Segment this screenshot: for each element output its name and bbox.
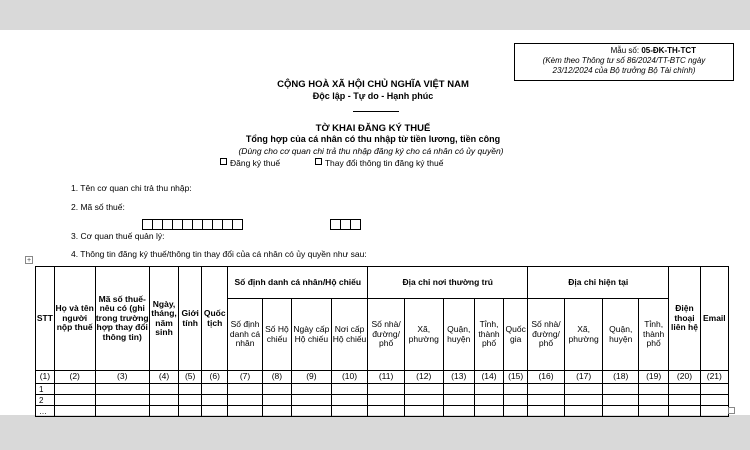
tax-code-suffix-boxes[interactable] [330, 219, 360, 230]
col-curr-province: Tỉnh, thành phố [639, 299, 669, 371]
col-name: Họ và tên người nộp thuế [54, 267, 95, 371]
col-number: (7) [228, 371, 262, 384]
col-number: (2) [54, 371, 95, 384]
col-number: (16) [528, 371, 565, 384]
col-number: (21) [700, 371, 728, 384]
col-number: (13) [443, 371, 474, 384]
tax-code-boxes[interactable] [142, 219, 242, 230]
col-perm-district: Quận, huyện [443, 299, 474, 371]
col-perm-ward: Xã, phường [404, 299, 443, 371]
document-page [0, 30, 750, 415]
change-checkbox[interactable] [315, 158, 322, 165]
form-code-box [514, 43, 734, 81]
col-number: (9) [292, 371, 332, 384]
col-issue-place: Nơi cấp Hộ chiếu [331, 299, 368, 371]
nation-heading: CỘNG HOÀ XÃ HỘI CHỦ NGHĨA VIỆT NAM [277, 79, 469, 90]
col-issue-date: Ngày cấp Hộ chiếu [292, 299, 332, 371]
tax-office-label: 3. Cơ quan thuế quản lý: [71, 231, 165, 241]
resize-handle-icon[interactable] [728, 407, 735, 414]
form-circular-line: (Kèm theo Thông tư số 86/2024/TT-BTC ngày [542, 56, 706, 65]
col-number: (20) [669, 371, 700, 384]
form-note: (Dùng cho cơ quan chi trả thu nhập đăng ký cho cá nhân có ủy quyền) [238, 146, 504, 156]
col-number: (3) [95, 371, 149, 384]
col-stt: STT [36, 267, 55, 371]
column-number-row [36, 371, 729, 384]
col-perm-street: Số nhà/ đường/ phố [368, 299, 405, 371]
table-row[interactable] [36, 395, 729, 406]
col-number: (6) [202, 371, 228, 384]
register-checkbox[interactable] [220, 158, 227, 165]
table-row[interactable] [36, 384, 729, 395]
form-subtitle: Tổng hợp của cá nhân có thu nhập từ tiền lương, tiền công [245, 134, 501, 144]
col-gender: Giới tính [179, 267, 202, 371]
col-nationality: Quốc tịch [202, 267, 228, 371]
form-circular-date: 23/12/2024 của Bộ trưởng Bộ Tài chính) [552, 66, 696, 75]
col-number: (17) [564, 371, 603, 384]
col-number: (1) [36, 371, 55, 384]
col-curr-ward: Xã, phường [564, 299, 603, 371]
registration-info-label: 4. Thông tin đăng ký thuế/thông tin thay đổi của cá nhân có ủy quyền như sau: [71, 249, 367, 259]
col-perm-province: Tỉnh, thành phố [474, 299, 503, 371]
col-passport: Số Hộ chiếu [262, 299, 291, 371]
form-title: TỜ KHAI ĐĂNG KÝ THUẾ [315, 123, 431, 134]
motto: Độc lập - Tự do - Hạnh phúc [312, 91, 434, 101]
col-number: (14) [474, 371, 503, 384]
col-number: (11) [368, 371, 405, 384]
col-number: (10) [331, 371, 368, 384]
change-label: Thay đổi thông tin đăng ký thuế [324, 158, 444, 168]
registration-type [220, 158, 443, 168]
col-perm-country: Quốc gia [504, 299, 528, 371]
col-phone: Điện thoại liên hệ [669, 267, 700, 371]
form-code-label: Mẫu số: [610, 46, 640, 55]
col-number: (19) [639, 371, 669, 384]
col-number: (15) [504, 371, 528, 384]
col-number: (18) [603, 371, 639, 384]
col-dob: Ngày, tháng, năm sinh [149, 267, 178, 371]
col-number: (4) [149, 371, 178, 384]
table-row[interactable] [36, 406, 729, 417]
col-number: (12) [404, 371, 443, 384]
group-current-address: Địa chỉ hiện tại [528, 267, 669, 299]
col-number: (5) [179, 371, 202, 384]
col-id-number: Số định danh cá nhân [228, 299, 262, 371]
row-number: 1 [36, 384, 55, 395]
tax-code-label: 2. Mã số thuế: [71, 202, 125, 212]
group-id: Số định danh cá nhân/Hộ chiếu [228, 267, 368, 299]
col-email: Email [700, 267, 728, 371]
table-move-handle-icon[interactable]: + [26, 257, 32, 264]
motto-underline [353, 111, 399, 112]
col-number: (8) [262, 371, 291, 384]
col-curr-district: Quận, huyện [603, 299, 639, 371]
form-code: 05-ĐK-TH-TCT [641, 46, 696, 55]
payer-name-label: 1. Tên cơ quan chi trả thu nhập: [71, 183, 192, 193]
group-permanent-address: Địa chỉ nơi thường trú [368, 267, 528, 299]
register-label: Đăng ký thuế [230, 158, 281, 168]
row-number: … [36, 406, 55, 417]
row-number: 2 [36, 395, 55, 406]
col-curr-street: Số nhà/ đường/ phố [528, 299, 565, 371]
registration-table [35, 266, 729, 417]
col-taxcode: Mã số thuế- nêu có (ghi trong trường hợp thay đổi thông tin) [95, 267, 149, 371]
